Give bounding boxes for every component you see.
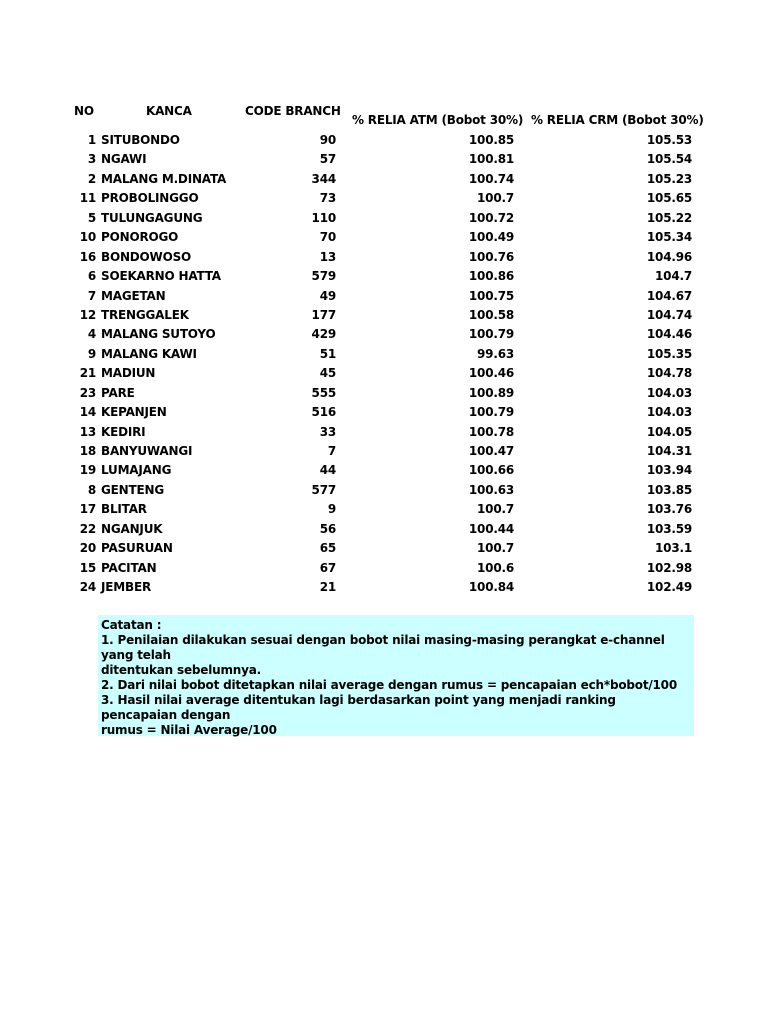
table-row xyxy=(0,149,768,168)
cell-code-branch: 177 xyxy=(311,307,336,322)
note-line: 2. Dari nilai bobot ditetapkan nilai average dengan rumus = pencapaian ech*bobot/100 xyxy=(101,678,677,692)
table-row xyxy=(0,266,768,285)
cell-relia-atm: 100.89 xyxy=(468,385,514,400)
cell-kanca: NGAWI xyxy=(101,152,147,167)
cell-relia-crm: 103.94 xyxy=(646,463,692,478)
cell-no: 8 xyxy=(87,482,96,497)
cell-no: 4 xyxy=(87,327,96,342)
table-row xyxy=(0,208,768,227)
cell-code-branch: 70 xyxy=(319,230,336,245)
cell-kanca: BLITAR xyxy=(101,502,147,517)
cell-no: 17 xyxy=(79,502,96,517)
cell-relia-crm: 105.34 xyxy=(646,230,692,245)
table-row xyxy=(0,383,768,402)
cell-no: 18 xyxy=(79,444,96,458)
cell-code-branch: 67 xyxy=(319,560,336,575)
note-line: ditentukan sebelumnya. xyxy=(101,663,261,677)
table-row xyxy=(0,402,768,421)
cell-relia-crm: 104.78 xyxy=(646,366,692,381)
notes-box xyxy=(98,615,694,736)
table-row xyxy=(0,558,768,577)
cell-kanca: PACITAN xyxy=(101,560,157,575)
cell-kanca: TULUNGAGUNG xyxy=(101,210,203,225)
cell-kanca: JEMBER xyxy=(101,580,151,595)
header-relia-crm: % RELIA CRM (Bobot 30%) xyxy=(531,113,704,127)
table-row xyxy=(0,441,768,460)
table-row xyxy=(0,286,768,305)
cell-relia-atm: 100.72 xyxy=(468,210,514,225)
table-row xyxy=(0,227,768,246)
cell-relia-crm: 103.1 xyxy=(655,541,692,556)
header-kanca: KANCA xyxy=(146,104,192,118)
cell-code-branch: 555 xyxy=(311,385,336,400)
cell-kanca: PONOROGO xyxy=(101,230,179,245)
cell-kanca: GENTENG xyxy=(101,482,164,497)
cell-no: 9 xyxy=(87,346,96,361)
cell-relia-crm: 104.74 xyxy=(646,307,692,322)
table-row xyxy=(0,324,768,343)
cell-no: 22 xyxy=(79,521,96,536)
cell-relia-atm: 99.63 xyxy=(477,346,514,361)
table-row xyxy=(0,519,768,538)
cell-relia-atm: 100.47 xyxy=(468,444,514,458)
cell-no: 3 xyxy=(87,152,96,167)
header-relia-atm: % RELIA ATM (Bobot 30%) xyxy=(352,113,524,127)
cell-kanca: KEDIRI xyxy=(101,424,146,439)
cell-no: 23 xyxy=(79,385,96,400)
cell-kanca: NGANJUK xyxy=(101,521,163,536)
cell-relia-atm: 100.79 xyxy=(468,327,514,342)
cell-relia-atm: 100.44 xyxy=(468,521,514,536)
cell-code-branch: 56 xyxy=(319,521,336,536)
cell-no: 19 xyxy=(79,463,96,478)
cell-no: 15 xyxy=(79,560,96,575)
table-row xyxy=(0,480,768,499)
cell-no: 20 xyxy=(79,541,96,556)
cell-relia-crm: 103.76 xyxy=(646,502,692,517)
cell-no: 2 xyxy=(87,171,96,186)
cell-kanca: PASURUAN xyxy=(101,541,173,556)
table-row xyxy=(0,130,768,149)
table-row xyxy=(0,499,768,518)
cell-code-branch: 21 xyxy=(319,580,336,595)
cell-relia-crm: 105.35 xyxy=(646,346,692,361)
cell-relia-atm: 100.63 xyxy=(468,482,514,497)
cell-code-branch: 33 xyxy=(319,424,336,439)
cell-no: 14 xyxy=(79,405,96,420)
cell-kanca: PROBOLINGGO xyxy=(101,191,199,206)
cell-kanca: PARE xyxy=(101,385,135,400)
cell-relia-crm: 105.65 xyxy=(646,191,692,206)
cell-no: 10 xyxy=(79,230,96,245)
cell-code-branch: 49 xyxy=(319,288,336,303)
cell-code-branch: 579 xyxy=(311,269,336,284)
cell-relia-atm: 100.7 xyxy=(477,191,514,206)
cell-relia-atm: 100.46 xyxy=(468,366,514,381)
data-table xyxy=(0,130,768,597)
note-line: 1. Penilaian dilakukan sesuai dengan bobot nilai masing-masing perangkat e-channel yang telah xyxy=(101,633,665,662)
table-row xyxy=(0,188,768,207)
cell-no: 6 xyxy=(87,269,96,284)
cell-relia-atm: 100.58 xyxy=(468,307,514,322)
cell-kanca: MADIUN xyxy=(101,366,156,381)
cell-relia-atm: 100.86 xyxy=(468,269,514,284)
table-row xyxy=(0,247,768,266)
cell-relia-crm: 104.96 xyxy=(646,249,692,264)
cell-code-branch: 51 xyxy=(319,346,336,361)
cell-code-branch: 65 xyxy=(319,541,336,556)
cell-kanca: TRENGGALEK xyxy=(101,307,189,322)
cell-code-branch: 73 xyxy=(319,191,336,206)
cell-relia-crm: 105.22 xyxy=(646,210,692,225)
cell-kanca: KEPANJEN xyxy=(101,405,167,420)
cell-code-branch: 44 xyxy=(319,463,336,478)
cell-relia-crm: 104.46 xyxy=(646,327,692,342)
cell-relia-atm: 100.85 xyxy=(468,133,514,147)
cell-relia-atm: 100.7 xyxy=(477,502,514,517)
cell-relia-crm: 105.23 xyxy=(646,171,692,186)
table-row xyxy=(0,305,768,324)
cell-code-branch: 9 xyxy=(327,502,336,517)
cell-code-branch: 577 xyxy=(311,482,336,497)
cell-no: 16 xyxy=(79,249,96,264)
cell-relia-crm: 103.59 xyxy=(646,521,692,536)
cell-no: 12 xyxy=(79,307,96,322)
cell-kanca: MAGETAN xyxy=(101,288,166,303)
cell-no: 5 xyxy=(87,210,96,225)
table-row xyxy=(0,538,768,557)
cell-code-branch: 429 xyxy=(311,327,336,342)
cell-relia-atm: 100.66 xyxy=(468,463,514,478)
cell-no: 24 xyxy=(79,580,96,595)
cell-relia-atm: 100.76 xyxy=(468,249,514,264)
cell-code-branch: 13 xyxy=(319,249,336,264)
table-row xyxy=(0,577,768,596)
cell-relia-atm: 100.84 xyxy=(468,580,514,595)
cell-kanca: BONDOWOSO xyxy=(101,249,192,264)
cell-relia-crm: 104.03 xyxy=(646,405,692,420)
cell-code-branch: 110 xyxy=(311,210,336,225)
cell-relia-atm: 100.74 xyxy=(468,171,514,186)
cell-code-branch: 45 xyxy=(319,366,336,381)
table-row xyxy=(0,460,768,479)
cell-relia-atm: 100.6 xyxy=(477,560,514,575)
cell-code-branch: 90 xyxy=(319,133,336,147)
table-row xyxy=(0,422,768,441)
cell-relia-crm: 104.7 xyxy=(655,269,692,284)
cell-no: 7 xyxy=(87,288,96,303)
cell-kanca: MALANG KAWI xyxy=(101,346,197,361)
table-row xyxy=(0,169,768,188)
cell-relia-atm: 100.79 xyxy=(468,405,514,420)
cell-relia-atm: 100.75 xyxy=(468,288,514,303)
cell-relia-atm: 100.81 xyxy=(468,152,514,167)
cell-relia-atm: 100.78 xyxy=(468,424,514,439)
cell-code-branch: 344 xyxy=(311,171,336,186)
cell-relia-crm: 104.05 xyxy=(646,424,692,439)
header-code-branch: CODE BRANCH xyxy=(245,104,341,118)
cell-kanca: BANYUWANGI xyxy=(101,444,193,458)
cell-code-branch: 516 xyxy=(311,405,336,420)
cell-kanca: SOEKARNO HATTA xyxy=(101,269,221,284)
cell-relia-crm: 105.53 xyxy=(646,133,692,147)
cell-relia-crm: 102.98 xyxy=(646,560,692,575)
cell-kanca: MALANG SUTOYO xyxy=(101,327,216,342)
header-no: NO xyxy=(74,104,94,118)
cell-code-branch: 7 xyxy=(327,444,336,458)
note-title: Catatan : xyxy=(101,618,162,632)
cell-relia-crm: 104.03 xyxy=(646,385,692,400)
cell-no: 13 xyxy=(79,424,96,439)
cell-no: 21 xyxy=(79,366,96,381)
cell-code-branch: 57 xyxy=(319,152,336,167)
cell-kanca: SITUBONDO xyxy=(101,133,180,147)
cell-relia-atm: 100.49 xyxy=(468,230,514,245)
cell-relia-crm: 102.49 xyxy=(646,580,692,595)
cell-kanca: LUMAJANG xyxy=(101,463,172,478)
cell-relia-crm: 104.67 xyxy=(646,288,692,303)
cell-relia-crm: 103.85 xyxy=(646,482,692,497)
table-row xyxy=(0,363,768,382)
cell-no: 11 xyxy=(79,191,96,206)
cell-no: 1 xyxy=(87,133,96,147)
cell-kanca: MALANG M.DINATA xyxy=(101,171,227,186)
note-line: 3. Hasil nilai average ditentukan lagi berdasarkan point yang menjadi ranking pencapaian dengan xyxy=(101,693,616,722)
cell-relia-crm: 104.31 xyxy=(646,444,692,458)
note-line: rumus = Nilai Average/100 xyxy=(101,723,277,737)
cell-relia-atm: 100.7 xyxy=(477,541,514,556)
table-row xyxy=(0,344,768,363)
cell-relia-crm: 105.54 xyxy=(646,152,692,167)
